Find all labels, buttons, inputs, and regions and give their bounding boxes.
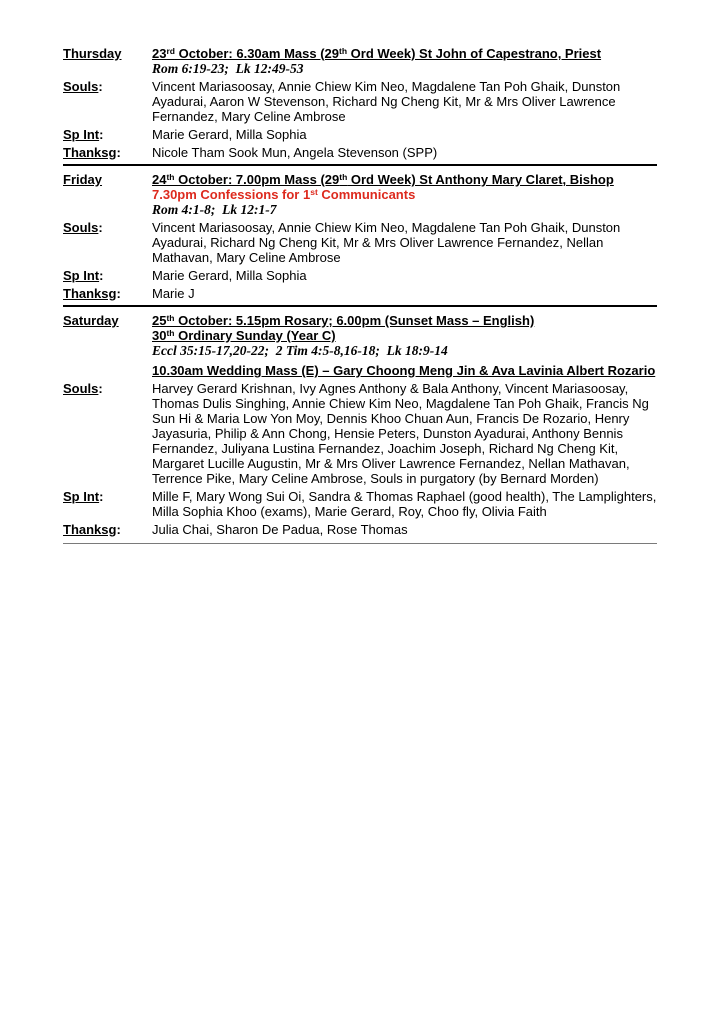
souls-label: Souls: [63, 381, 103, 396]
thanksgiving-names-text: Nicole Tham Sook Mun, Angela Stevenson (SPP) [152, 145, 438, 160]
souls-label: Souls: [63, 79, 103, 94]
row-label-text: Thanksg [63, 286, 117, 301]
souls-names [152, 381, 657, 486]
row-content [152, 127, 657, 142]
day-section-saturday [63, 307, 657, 544]
thanksgiving-names [152, 286, 657, 301]
row-label-text: Sp Int [63, 489, 100, 504]
row-label-text: Sp Int [63, 268, 100, 283]
schedule-row [63, 46, 657, 76]
special-intentions-label: Sp Int: [63, 489, 104, 504]
confessions-notice [152, 187, 657, 202]
mass-heading-text: 23rd October: 6.30am Mass (29th Ord Week) St John of Capestrano, Priest [152, 46, 602, 61]
sunday-title-heading [152, 328, 657, 343]
scripture-readings-text: Eccl 35:15-17,20-22; 2 Tim 4:5-8,16-18; Lk 18:9-14 [152, 343, 448, 358]
row-label-text: Souls [63, 381, 99, 396]
day-label-saturday [63, 313, 152, 328]
schedule-row [63, 220, 657, 265]
schedule-row [63, 286, 657, 301]
row-label-text: Thanksg [63, 522, 117, 537]
day-section-thursday [63, 46, 657, 166]
row-label-text: Souls [63, 79, 99, 94]
ordinal-superscript: th [166, 172, 175, 182]
thanksgiving-names-text: Marie J [152, 286, 195, 301]
special-intentions-label: Sp Int: [63, 127, 104, 142]
row-content [152, 381, 657, 486]
special-intentions-names [152, 489, 657, 519]
souls-names [152, 79, 657, 124]
row-label-text: Sp Int [63, 127, 100, 142]
day-label-thursday [63, 46, 152, 61]
special-intentions-names-text: Marie Gerard, Milla Sophia [152, 127, 307, 142]
sunday-title-heading-text: 30th Ordinary Sunday (Year C) [152, 328, 336, 343]
schedule-row [63, 313, 657, 378]
row-label-text: Souls [63, 220, 99, 235]
ordinal-superscript: st [310, 187, 318, 197]
schedule-row [63, 489, 657, 519]
row-content [152, 489, 657, 519]
schedule-row [63, 522, 657, 537]
row-content [152, 268, 657, 283]
schedule-row [63, 127, 657, 142]
special-intentions-names-text: Mille F, Mary Wong Sui Oi, Sandra & Thomas Raphael (good health), The Lamplighters, Milla Sophia Khoo (exams), Marie Gerard, Roy, Choo fly, Olivia Faith [152, 489, 657, 519]
special-intentions-names [152, 127, 657, 142]
row-content [152, 286, 657, 301]
ordinal-superscript: th [166, 313, 175, 323]
ordinal-superscript: rd [166, 46, 175, 56]
schedule-row [63, 172, 657, 217]
scripture-readings [152, 202, 657, 217]
scripture-readings-text: Rom 6:19-23; Lk 12:49-53 [152, 61, 304, 76]
row-content [152, 79, 657, 124]
row-content [152, 522, 657, 537]
souls-label: Souls: [63, 220, 103, 235]
special-intentions-label: Sp Int: [63, 268, 104, 283]
confessions-notice-text: 7.30pm Confessions for 1st Communicants [152, 187, 416, 202]
row-content [152, 313, 657, 378]
row-content [152, 145, 657, 160]
souls-names-text: Vincent Mariasoosay, Annie Chiew Kim Neo, Magdalene Tan Poh Ghaik, Dunston Ayadurai, Richard Ng Cheng Kit, Mr & Mrs Oliver Lawrence Fernandez, Nellan Mathavan, Mary Celine Ambrose [152, 220, 621, 265]
row-label-text: Friday [63, 172, 103, 187]
row-content [152, 172, 657, 217]
row-content [152, 220, 657, 265]
scripture-readings [152, 343, 657, 358]
scripture-readings-text: Rom 4:1-8; Lk 12:1-7 [152, 202, 277, 217]
schedule-row [63, 145, 657, 160]
day-label-friday [63, 172, 152, 187]
day-section-friday [63, 166, 657, 307]
thanksgiving-names [152, 145, 657, 160]
schedule-row [63, 79, 657, 124]
souls-names-text: Vincent Mariasoosay, Annie Chiew Kim Neo, Magdalene Tan Poh Ghaik, Dunston Ayadurai, Aaron W Stevenson, Richard Ng Cheng Kit, Mr & Mrs Oliver Lawrence Fernandez, Mary Celine Ambrose [152, 79, 621, 124]
mass-heading [152, 46, 657, 61]
schedule [63, 46, 657, 544]
row-content [152, 46, 657, 76]
schedule-row [63, 381, 657, 486]
mass-heading-text: 25th October: 5.15pm Rosary; 6.00pm (Sunset Mass – English) [152, 313, 535, 328]
thanksgiving-label: Thanksg: [63, 286, 121, 301]
ordinal-superscript: th [166, 328, 175, 338]
special-intentions-names [152, 268, 657, 283]
row-label-text: Thanksg [63, 145, 117, 160]
thanksgiving-names [152, 522, 657, 537]
wedding-mass-heading [152, 363, 657, 378]
thanksgiving-names-text: Julia Chai, Sharon De Padua, Rose Thomas [152, 522, 408, 537]
mass-heading-text: 24th October: 7.00pm Mass (29th Ord Week) St Anthony Mary Claret, Bishop [152, 172, 614, 187]
row-label-text: Saturday [63, 313, 119, 328]
wedding-mass-heading-text: 10.30am Wedding Mass (E) – Gary Choong Meng Jin & Ava Lavinia Albert Rozario [152, 363, 656, 378]
schedule-row [63, 268, 657, 283]
mass-heading [152, 313, 657, 328]
scripture-readings [152, 61, 657, 76]
thanksgiving-label: Thanksg: [63, 145, 121, 160]
souls-names-text: Harvey Gerard Krishnan, Ivy Agnes Anthony & Bala Anthony, Vincent Mariasoosay, Thomas Dulis Singhing, Annie Chiew Kim Neo, Magdalene Tan Poh Ghaik, Francis Ng Sun Hi & Maria Low Yon Moy, Dennis Khoo Chuan Aun, Francis De Rozario, Henry Jayasuria, Philip & Ann Chong, Hensie Peters, Dunston Ayadurai, Anthony Bennis Fernandez, Juliyana Lustina Fernandez, Joachim Joseph, Richard Ng Cheng Kit, Margaret Lucille Augustin, Mr & Mrs Oliver Lawrence Fernandez, Nellan Mathavan, Terrence Pike, Mary Celine Ambrose, Souls in purgatory (by Bernard Morden) [152, 381, 649, 486]
thanksgiving-label: Thanksg: [63, 522, 121, 537]
mass-heading [152, 172, 657, 187]
row-label-text: Thursday [63, 46, 122, 61]
ordinal-superscript: th [339, 172, 348, 182]
ordinal-superscript: th [339, 46, 348, 56]
souls-names [152, 220, 657, 265]
special-intentions-names-text: Marie Gerard, Milla Sophia [152, 268, 307, 283]
